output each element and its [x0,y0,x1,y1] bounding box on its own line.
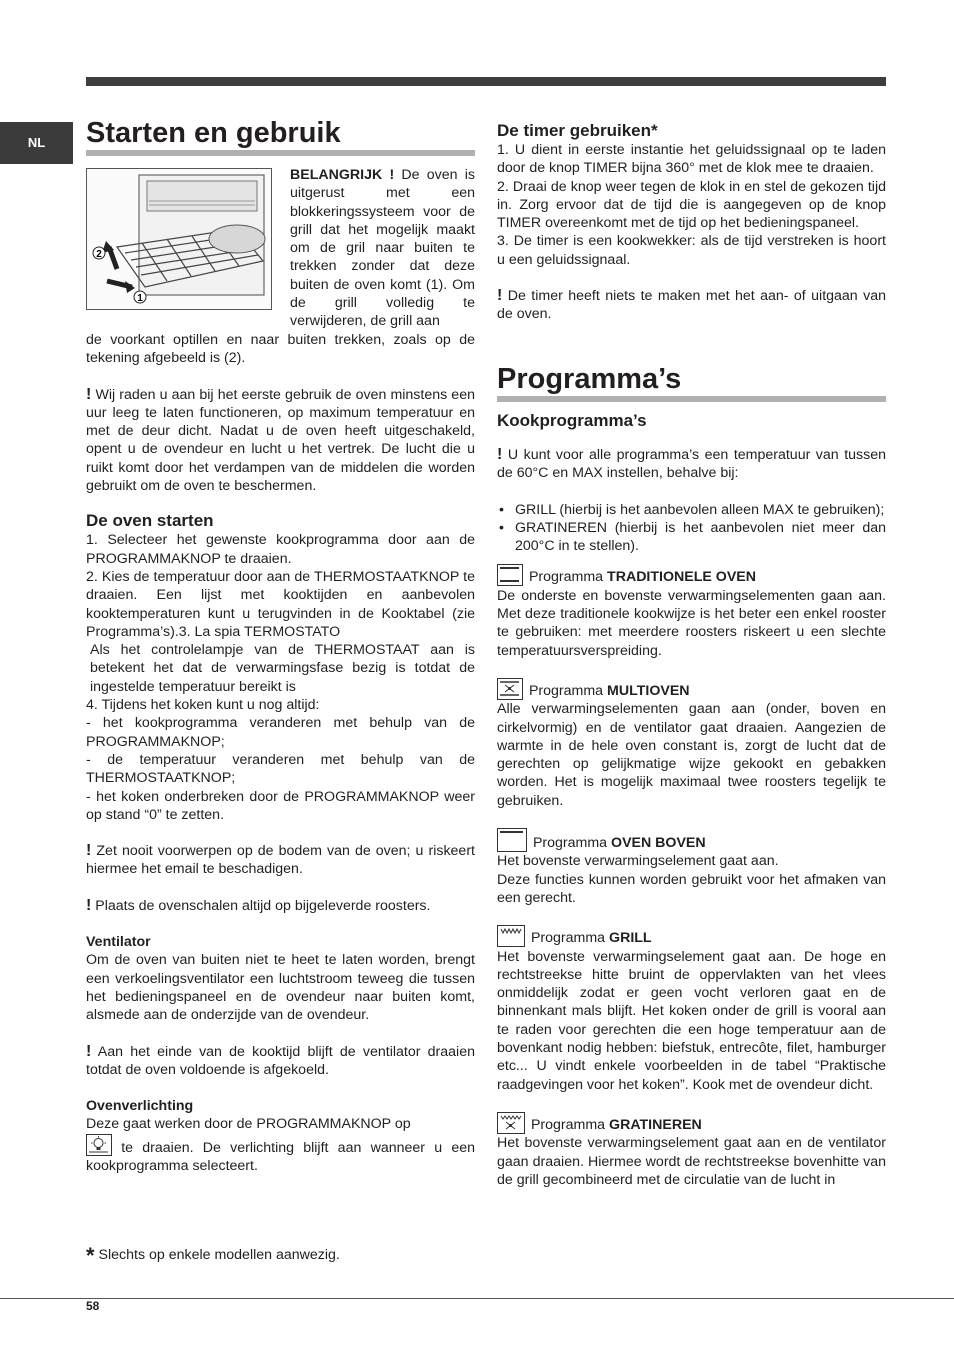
important-label: BELANGRIJK ! [290,167,395,183]
gratin-icon [497,1112,525,1134]
light-text-2: te draaien. De verlichting blijft aan wanneer u een kookprogramma selecteert. [86,1134,475,1176]
right-column-timer [497,121,886,324]
warning-icon: ! [86,842,92,860]
warning-icon: ! [497,446,503,463]
warning-icon: ! [86,385,92,403]
traditional-oven-icon [497,564,523,586]
footer-divider [0,1298,954,1299]
exceptions-list [497,501,886,556]
list-item: • GRATINEREN (hierbij is het aanbevolen niet meer dan 200°C in te stellen). [497,519,886,556]
heading-oven-light: Ovenverlichting [86,1098,194,1115]
note-oven-bottom: ! Zet nooit voorwerpen op de bodem van de oven; u riskeert hiermee het email te beschadigen. [86,842,475,878]
program-top-oven-text: Het bovenste verwarmingselement gaat aan. [497,853,779,870]
start-step-2: 2. Kies de temperatuur door aan de THERMOSTAATKNOP te draaien. Een lijst met kooktijden en aanbevolen kooktemperaturen kunt u terugvinden in de Kooktabel (zie Programma’s).3. La spia TERMOSTATO [86,568,475,640]
fan-text: Om de oven van buiten niet te heet te laten worden, brengt een verkoelingsventilator een luchtstroom teweeg die tussen het bedieningspaneel en de ovendeur naar buiten komt, alsmede aan de onderzijde van de ovendeur. [86,952,475,1024]
program-multioven-text: Alle verwarmingselementen gaan aan (onder, boven en cirkelvormig) en de ventilator gaat draaien. Aangezien de warmte in de hele oven constant is, zorgt de lucht dat de gerechten op gelijkmatige wijze gekookt en gebakken worden. Het is mogelijk maximaal twee roosters tegelijk te gebruiken. [497,701,886,809]
warning-icon: ! [86,896,92,914]
figure-label-2: 2 [96,249,102,260]
start-step-4c: - het koken onderbreken door de PROGRAMMAKNOP weer op stand “0” te zetten. [86,788,475,823]
heading-oven-start: De oven starten [86,511,214,531]
note-first-use: ! Wij raden u aan bij het eerste gebruik de oven minstens een uur leeg te laten functioneren, op maximum temperatuur en met de deur dicht. Nadat u de oven heeft uitgeschakeld, opent u de ovendeur en lucht u het vertrek. De lucht die u ruikt komt door het verdampen van de middelen die worden gebruikt om de oven te beschermen. [86,385,475,495]
list-item: • GRILL (hierbij is het aanbevolen alleen MAX te gebruiken); [497,501,886,519]
program-gratin-title: Programma GRATINEREN [497,1112,886,1134]
heading-cook-programs: Kookprogramma’s [497,411,647,430]
start-step-4a: - het kookprogramma veranderen met behulp van de PROGRAMMAKNOP; [86,715,475,750]
important-continued: de voorkant optillen en naar buiten trekken, zoals op de tekening afgebeeld is (2). [86,332,475,367]
section-title-programs: Programma’s [497,362,886,402]
right-column-programs [497,411,886,1189]
note-trays: ! Plaats de ovenschalen altijd op bijgeleverde roosters. [86,896,431,914]
start-step-1: 1. Selecteer het gewenste kookprogramma door aan de PROGRAMMAKNOP te draaien. [86,532,475,567]
program-top-oven-text-2: Deze functies kunnen worden gebruikt voor het afmaken van een gerecht. [497,871,886,906]
note-temperature: ! U kunt voor alle programma’s een temperatuur van tussen de 60°C en MAX instellen, behalve bij: [497,446,886,482]
footnote [86,1243,340,1268]
oven-grill-drawing [87,169,270,308]
program-grill-text: Het bovenste verwarmingselement gaat aan. De hoge en rechtstreekse hitte bruint de oppervlakten van het vlees onmiddelijk zodat er geen vocht verloren gaat en de binnenkant mals blijft. Het koken onder de grill is vooral aan te raden voor gerechten die een hoge temperatuur aan de bovenkant nodig hebben: biefstuk, entrecôte, filet, hamburger etc... U vindt enkele voorbeelden in de tabel “Praktische raadgevingen voor het koken”. Kook met de ovendeur dicht. [497,948,886,1093]
program-traditional-text: De onderste en bovenste verwarmingselementen gaan aan. Met deze traditionele kookwijze is het beter een enkel rooster te gebruiken: met meerdere roosters riskeert u een slechte temperatuursverspreiding. [497,587,886,659]
timer-step-1: 1. U dient in eerste instantie het geluidssignaal op te laden door de knop TIMER bijna 360° met de klok mee te draaien. [497,142,886,177]
heading-fan: Ventilator [86,934,151,951]
footnote-text: Slechts op enkele modellen aanwezig. [98,1247,340,1263]
timer-step-3: 3. De timer is een kookwekker: als de tijd verstreken is hoort u een geluidssignaal. [497,233,886,268]
note-fan: ! Aan het einde van de kooktijd blijft de ventilator draaien totdat de oven voldoende is afgekoeld. [86,1042,475,1078]
grill-removal-illustration [86,168,272,310]
multioven-icon [497,678,523,700]
heading-timer: De timer gebruiken* [497,121,658,140]
important-notice [290,166,475,331]
program-multioven-title: Programma MULTIOVEN [497,678,886,700]
left-column [86,331,475,1175]
page-number: 58 [86,1299,100,1313]
warning-icon: ! [86,1042,92,1060]
footnote-star: * [86,1243,95,1268]
program-grill-title: Programma GRILL [497,925,886,947]
warning-icon: ! [497,287,503,305]
important-text: De oven is uitgerust met een blokkeringssysteem voor de grill dat het mogelijk maakt om de gril naar buiten te trekken zonder dat deze buiten de oven komt (1). Om de grill volledig te verwijderen, de grill aan [290,167,475,330]
program-gratin-text: Het bovenste verwarmingselement gaat aan en de ventilator gaan draaien. Hiermee wordt de rechtstreekse bovenhitte van de grill gecombineerd met de circulatie van de lucht in [497,1135,886,1188]
section-title-starting: Starten en gebruik [86,116,475,156]
figure-label-1: 1 [137,293,143,304]
light-bulb-icon [86,1134,112,1156]
header-bar [86,77,886,86]
start-step-4b: - de temperatuur veranderen met behulp van de THERMOSTAATKNOP; [86,751,475,787]
program-traditional-title: Programma TRADITIONELE OVEN [497,564,886,586]
top-oven-icon [497,828,527,852]
program-top-oven-title: Programma OVEN BOVEN [497,828,886,852]
timer-step-2: 2. Draai de knop weer tegen de klok in en stel de gekozen tijd in. Zorg ervoor dat de tijd die is aangegeven op de knop TIMER overeenkomt met de tijd op het bedieningspaneel. [497,178,886,232]
start-step-3: Als het controlelampje van de THERMOSTAAT aan is betekent het dat de verwarmingsfase bezig is totdat de ingestelde temperatuur bereikt is [90,642,475,695]
grill-icon [497,925,525,947]
start-step-4: 4. Tijdens het koken kunt u nog altijd: [86,697,320,714]
note-timer: ! De timer heeft niets te maken met het aan- of uitgaan van de oven. [497,287,886,323]
language-tab: NL [0,122,73,164]
light-text-1: Deze gaat werken door de PROGRAMMAKNOP op [86,1116,411,1133]
